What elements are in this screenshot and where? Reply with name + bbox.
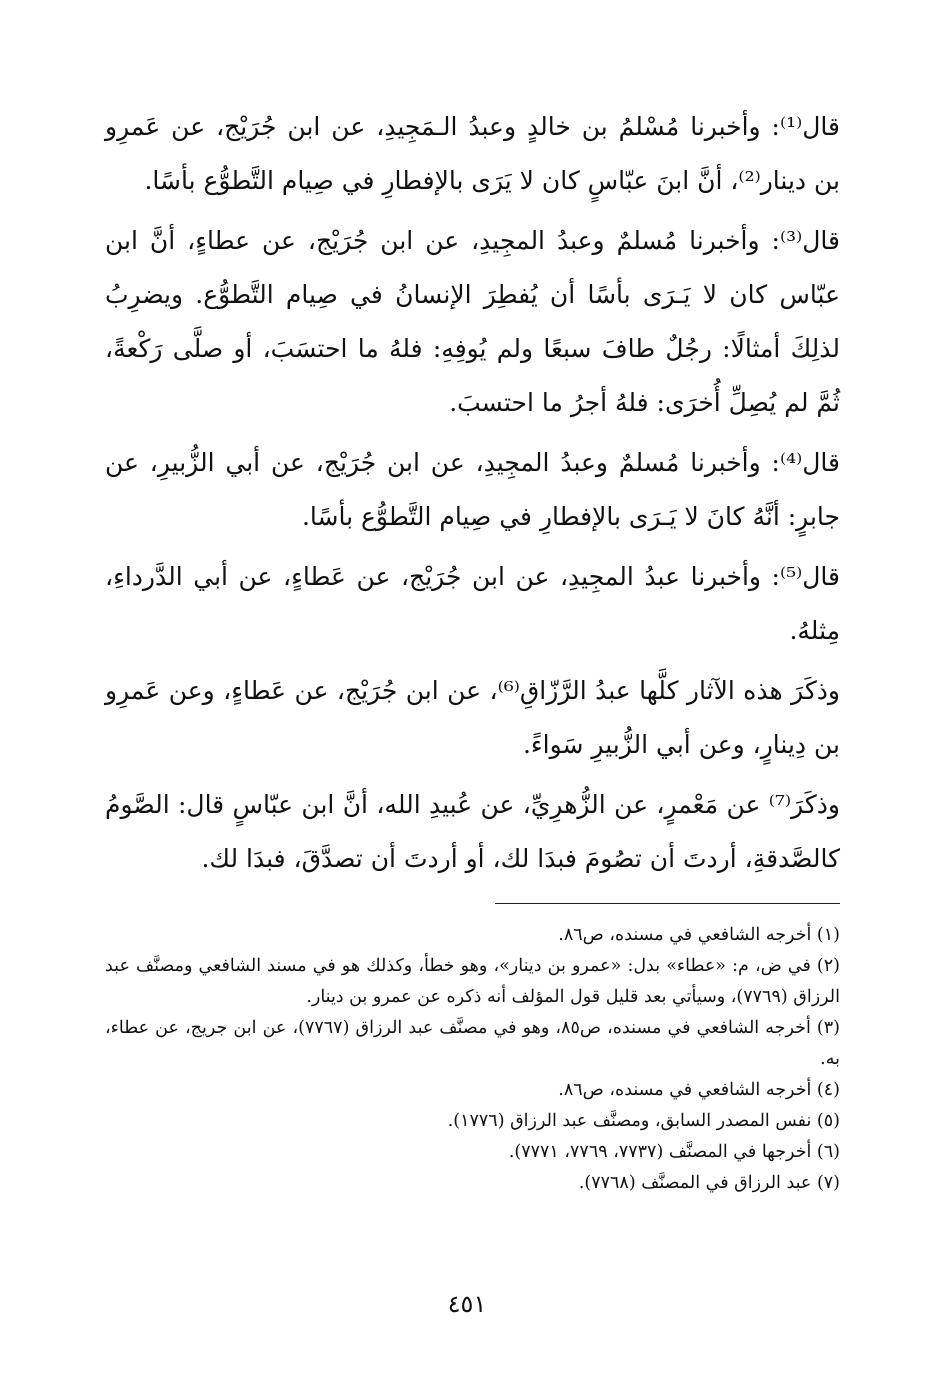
paragraph-1: قال⁽¹⁾: وأخبرنا مُسْلمُ بن خالدٍ وعبدُ الـمَجِيدِ، عن ابن جُرَيْج، عن عَمرِو بن دينار⁽²⁾، أنَّ ابنَ عبّاسٍ كان لا يَرَى بالإفطارِ في صِيام التَّطوُّع بأسًا. [105,112,840,195]
footnote-6: (٦) أخرجها في المصنَّف (٧٧٣٧، ٧٧٦٩، ٧٧٧١). [508,1142,840,1162]
footnote-divider [495,903,840,904]
paragraph-2: قال⁽³⁾: وأخبرنا مُسلمٌ وعبدُ المجِيدِ، عن ابن جُرَيْج، عن عطاءٍ، أنَّ ابن عبّاس كان لا يَـرَى بأسًا أن يُفطِرَ الإنسانُ في صِيام التَّطوُّع. ويضرِبُ لذلِكَ أمثالًا: رجُلٌ طافَ سبعًا ولم يُوفِهِ: فلهُ ما احتسَبَ، أو صلَّى رَكْعةً، ثُمَّ لم يُصِلِّ أُخرَى: فلهُ أجرُ ما احتسبَ. [105,226,840,417]
paragraph-3: قال⁽⁴⁾: وأخبرنا مُسلمٌ وعبدُ المجِيدِ، عن ابن جُرَيْج، عن أبي الزُّبيرِ، عن جابرٍ: أنَّهُ كانَ لا يَـرَى بالإفطارِ في صِيام التَّطوُّع بأسًا. [105,448,840,531]
paragraph-5: وذكَرَ هذه الآثار كلَّها عبدُ الرَّزّاقِ⁽⁶⁾، عن ابن جُرَيْج، عن عَطاءٍ، وعن عَمرِو بن دِينارٍ، وعن أبي الزُّبيرِ سَواءً. [105,676,840,759]
footnote-3: (٣) أخرجه الشافعي في مسنده، ص٨٥، وهو في مصنَّف عبد الرزاق (٧٧٦٧)، عن ابن جريج، عن عطاء، به. [105,1018,840,1069]
footnote-2: (٢) في ض، م: «عطاء» بدل: «عمرو بن دينار»، وهو خطأ، وكذلك هو في مسند الشافعي ومصنَّف عبد الرزاق (٧٧٦٩)، وسيأتي بعد قليل قول المؤلف أنه ذكره عن عمرو بن دينار. [105,956,840,1007]
paragraph-6: وذكَرَ⁽⁷⁾ عن مَعْمرٍ، عن الزُّهرِيِّ، عن عُبيدِ الله، أنَّ ابن عبّاسٍ قال: الصَّومُ كالصَّدقةِ، أردتَ أن تصُومَ فبدَا لك، أو أردتَ أن تصدَّقَ، فبدَا لك. [105,790,840,873]
main-text [105,100,840,892]
footnote-4: (٤) أخرجه الشافعي في مسنده، ص٨٦. [558,1080,840,1100]
paragraph-4: قال⁽⁵⁾: وأخبرنا عبدُ المجِيدِ، عن ابن جُرَيْج، عن عَطاءٍ، عن أبي الدَّرداءِ، مِثلهُ. [105,562,840,645]
footnotes [105,920,840,1199]
footnote-5: (٥) نفس المصدر السابق، ومصنَّف عبد الرزاق (١٧٧٦). [447,1111,840,1131]
page-number: ٤٥١ [447,1290,487,1318]
footnote-7: (٧) عبد الرزاق في المصنَّف (٧٧٦٨). [578,1173,840,1193]
footnote-1: (١) أخرجه الشافعي في مسنده، ص٨٦. [558,925,840,945]
